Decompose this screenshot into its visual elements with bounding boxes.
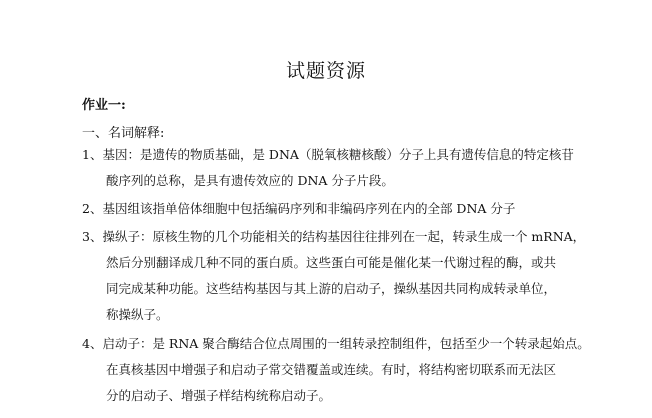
text-line: 2、基因组该指单倍体细胞中包括编码序列和非编码序列在内的全部 DNA 分子 [82,201,516,216]
definition-genome [82,196,582,222]
text-line: 分的启动子、增强子样结构统称启动子。 [106,388,332,403]
text-line: 然后分别翻译成几种不同的蛋白质。这些蛋白可能是催化某一代谢过程的酶，或共 [106,255,557,270]
page-title: 试题资源 [285,60,366,82]
homework-heading: 作业一: [82,98,126,113]
section-heading: 一、名词解释: [82,126,165,141]
text-line: 3、操纵子：原核生物的几个功能相关的结构基因往往排列在一起，转录生成一个 mRNA， [82,229,586,244]
text-line: 称操纵子。 [106,307,169,322]
definition-gene [82,142,582,194]
definition-promoter [82,331,590,409]
text-line: 同完成某种功能。这些结构基因与其上游的启动子，操纵基因共同构成转录单位， [106,281,557,296]
text-line: 1、基因：是遗传的物质基础，是 DNA（脱氧核糖核酸）分子上具有遗传信息的特定核苷 [82,147,574,162]
text-line: 4、启动子：是 RNA 聚合酶结合位点周围的一组转录控制组件，包括至少一个转录起始点。 [82,336,590,351]
text-line: 在真核基因中增强子和启动子常交错覆盖或连续。有时，将结构密切联系而无法区 [106,362,557,377]
definition-operon [82,224,586,328]
text-line: 酸序列的总称，是具有遗传效应的 DNA 分子片段。 [106,173,394,188]
